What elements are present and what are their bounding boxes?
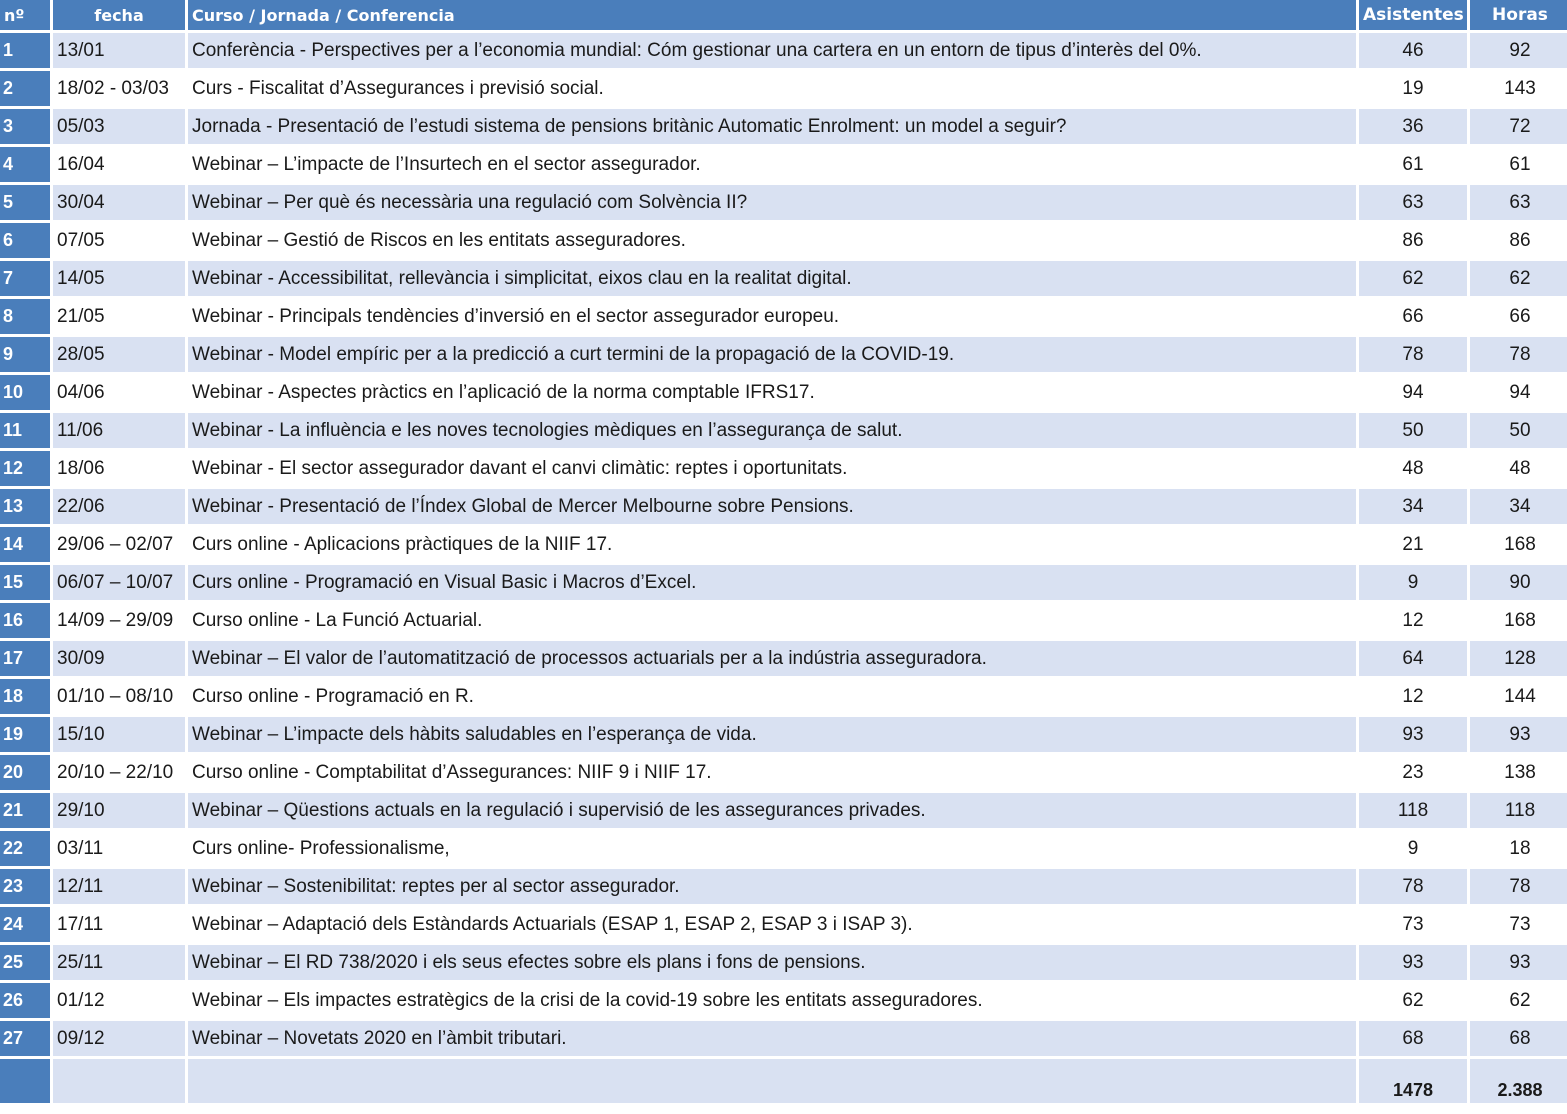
table-row — [0, 945, 1567, 980]
table-row — [0, 679, 1567, 714]
row-title: Curs online- Professionalisme, — [188, 831, 1356, 866]
row-date: 04/06 — [53, 375, 185, 410]
table-row — [0, 565, 1567, 600]
row-title: Webinar - Accessibilitat, rellevància i simplicitat, eixos clau en la realitat digital. — [188, 261, 1356, 296]
row-date: 09/12 — [53, 1021, 185, 1056]
row-date: 30/09 — [53, 641, 185, 676]
row-number: 6 — [0, 223, 50, 258]
header-row — [0, 0, 1567, 30]
row-date: 28/05 — [53, 337, 185, 372]
row-date: 16/04 — [53, 147, 185, 182]
row-date: 15/10 — [53, 717, 185, 752]
row-number: 24 — [0, 907, 50, 942]
row-number: 17 — [0, 641, 50, 676]
row-number: 23 — [0, 869, 50, 904]
row-hours: 93 — [1470, 945, 1567, 980]
row-hours: 18 — [1470, 831, 1567, 866]
row-hours: 50 — [1470, 413, 1567, 448]
row-attendees: 86 — [1359, 223, 1467, 258]
row-attendees: 9 — [1359, 831, 1467, 866]
row-number: 8 — [0, 299, 50, 334]
row-hours: 138 — [1470, 755, 1567, 790]
row-hours: 128 — [1470, 641, 1567, 676]
row-number: 19 — [0, 717, 50, 752]
row-date: 03/11 — [53, 831, 185, 866]
table-row — [0, 907, 1567, 942]
row-number: 9 — [0, 337, 50, 372]
table-row — [0, 717, 1567, 752]
row-attendees: 12 — [1359, 679, 1467, 714]
row-hours: 86 — [1470, 223, 1567, 258]
row-attendees: 73 — [1359, 907, 1467, 942]
row-date: 18/02 - 03/03 — [53, 71, 185, 106]
total-hours: 2.388 — [1470, 1059, 1567, 1103]
header-title: Curso / Jornada / Conferencia — [188, 0, 1356, 30]
row-number: 22 — [0, 831, 50, 866]
row-attendees: 46 — [1359, 33, 1467, 68]
header-hours: Horas — [1470, 0, 1567, 30]
table-row — [0, 603, 1567, 638]
row-title: Curs online - Aplicacions pràctiques de la NIIF 17. — [188, 527, 1356, 562]
table-row — [0, 71, 1567, 106]
row-hours: 144 — [1470, 679, 1567, 714]
row-date: 06/07 – 10/07 — [53, 565, 185, 600]
row-date: 11/06 — [53, 413, 185, 448]
row-title: Webinar – L’impacte dels hàbits saludables en l’esperança de vida. — [188, 717, 1356, 752]
row-number: 27 — [0, 1021, 50, 1056]
row-hours: 92 — [1470, 33, 1567, 68]
table-row — [0, 489, 1567, 524]
row-title: Curso online - La Funció Actuarial. — [188, 603, 1356, 638]
row-hours: 72 — [1470, 109, 1567, 144]
row-attendees: 23 — [1359, 755, 1467, 790]
row-hours: 118 — [1470, 793, 1567, 828]
table-row — [0, 1021, 1567, 1056]
row-hours: 168 — [1470, 527, 1567, 562]
row-number: 20 — [0, 755, 50, 790]
row-title: Curs online - Programació en Visual Basic i Macros d’Excel. — [188, 565, 1356, 600]
row-number: 3 — [0, 109, 50, 144]
row-hours: 78 — [1470, 869, 1567, 904]
row-attendees: 78 — [1359, 337, 1467, 372]
row-date: 01/10 – 08/10 — [53, 679, 185, 714]
header-date: fecha — [53, 0, 185, 30]
row-title: Webinar – Novetats 2020 en l’àmbit tributari. — [188, 1021, 1356, 1056]
row-attendees: 48 — [1359, 451, 1467, 486]
row-title: Curs - Fiscalitat d’Assegurances i previsió social. — [188, 71, 1356, 106]
row-date: 01/12 — [53, 983, 185, 1018]
row-attendees: 36 — [1359, 109, 1467, 144]
row-attendees: 62 — [1359, 983, 1467, 1018]
row-hours: 143 — [1470, 71, 1567, 106]
row-attendees: 66 — [1359, 299, 1467, 334]
totals-row — [0, 1059, 1567, 1103]
row-title: Webinar – Gestió de Riscos en les entitats asseguradores. — [188, 223, 1356, 258]
header-number: nº — [0, 0, 50, 30]
row-attendees: 118 — [1359, 793, 1467, 828]
row-title: Webinar – El RD 738/2020 i els seus efectes sobre els plans i fons de pensions. — [188, 945, 1356, 980]
row-title: Webinar - Principals tendències d’inversió en el sector assegurador europeu. — [188, 299, 1356, 334]
row-date: 29/06 – 02/07 — [53, 527, 185, 562]
row-attendees: 64 — [1359, 641, 1467, 676]
row-number: 2 — [0, 71, 50, 106]
row-title: Webinar – Els impactes estratègics de la crisi de la covid-19 sobre les entitats asseguradores. — [188, 983, 1356, 1018]
row-attendees: 12 — [1359, 603, 1467, 638]
row-hours: 168 — [1470, 603, 1567, 638]
row-hours: 63 — [1470, 185, 1567, 220]
row-title: Curso online - Programació en R. — [188, 679, 1356, 714]
row-hours: 62 — [1470, 983, 1567, 1018]
row-number: 18 — [0, 679, 50, 714]
row-hours: 93 — [1470, 717, 1567, 752]
row-attendees: 21 — [1359, 527, 1467, 562]
row-title: Jornada - Presentació de l’estudi sistema de pensions britànic Automatic Enrolment: un model a seguir? — [188, 109, 1356, 144]
row-attendees: 68 — [1359, 1021, 1467, 1056]
row-hours: 62 — [1470, 261, 1567, 296]
row-attendees: 50 — [1359, 413, 1467, 448]
row-number: 5 — [0, 185, 50, 220]
row-date: 14/05 — [53, 261, 185, 296]
row-date: 21/05 — [53, 299, 185, 334]
row-title: Webinar – Per què és necessària una regulació com Solvència II? — [188, 185, 1356, 220]
table-row — [0, 337, 1567, 372]
row-title: Conferència - Perspectives per a l’economia mundial: Cóm gestionar una cartera en un entorn de tipus d’interès del 0%. — [188, 33, 1356, 68]
row-date: 17/11 — [53, 907, 185, 942]
row-hours: 61 — [1470, 147, 1567, 182]
row-attendees: 62 — [1359, 261, 1467, 296]
table-row — [0, 983, 1567, 1018]
row-number: 16 — [0, 603, 50, 638]
table-row — [0, 641, 1567, 676]
row-title: Webinar - Model empíric per a la predicció a curt termini de la propagació de la COVID-19. — [188, 337, 1356, 372]
row-hours: 94 — [1470, 375, 1567, 410]
row-number: 7 — [0, 261, 50, 296]
row-title: Webinar – Sostenibilitat: reptes per al sector assegurador. — [188, 869, 1356, 904]
table-row — [0, 755, 1567, 790]
row-title: Webinar – Qüestions actuals en la regulació i supervisió de les assegurances privades. — [188, 793, 1356, 828]
table-row — [0, 451, 1567, 486]
row-title: Webinar – El valor de l’automatització de processos actuarials per a la indústria asseguradora. — [188, 641, 1356, 676]
row-date: 14/09 – 29/09 — [53, 603, 185, 638]
totals-date-cell — [53, 1059, 185, 1103]
header-attendees: Asistentes — [1359, 0, 1467, 30]
row-date: 13/01 — [53, 33, 185, 68]
row-attendees: 94 — [1359, 375, 1467, 410]
row-date: 22/06 — [53, 489, 185, 524]
row-attendees: 78 — [1359, 869, 1467, 904]
row-date: 07/05 — [53, 223, 185, 258]
row-number: 11 — [0, 413, 50, 448]
row-hours: 68 — [1470, 1021, 1567, 1056]
table-row — [0, 869, 1567, 904]
row-hours: 73 — [1470, 907, 1567, 942]
row-title: Webinar – L’impacte de l’Insurtech en el sector assegurador. — [188, 147, 1356, 182]
row-number: 10 — [0, 375, 50, 410]
row-number: 1 — [0, 33, 50, 68]
row-date: 29/10 — [53, 793, 185, 828]
row-title: Curso online - Comptabilitat d’Assegurances: NIIF 9 i NIIF 17. — [188, 755, 1356, 790]
row-title: Webinar - Presentació de l’Índex Global de Mercer Melbourne sobre Pensions. — [188, 489, 1356, 524]
row-number: 25 — [0, 945, 50, 980]
total-attendees: 1478 — [1359, 1059, 1467, 1103]
table-row — [0, 527, 1567, 562]
row-title: Webinar – Adaptació dels Estàndards Actuarials (ESAP 1, ESAP 2, ESAP 3 i ISAP 3). — [188, 907, 1356, 942]
row-number: 26 — [0, 983, 50, 1018]
row-attendees: 19 — [1359, 71, 1467, 106]
table-row — [0, 299, 1567, 334]
row-title: Webinar - El sector assegurador davant el canvi climàtic: reptes i oportunitats. — [188, 451, 1356, 486]
row-attendees: 93 — [1359, 717, 1467, 752]
row-attendees: 63 — [1359, 185, 1467, 220]
row-number: 4 — [0, 147, 50, 182]
table-body — [0, 33, 1567, 1056]
row-date: 20/10 – 22/10 — [53, 755, 185, 790]
row-hours: 78 — [1470, 337, 1567, 372]
row-hours: 48 — [1470, 451, 1567, 486]
row-hours: 90 — [1470, 565, 1567, 600]
table-row — [0, 413, 1567, 448]
row-number: 21 — [0, 793, 50, 828]
row-date: 18/06 — [53, 451, 185, 486]
table-row — [0, 33, 1567, 68]
row-attendees: 9 — [1359, 565, 1467, 600]
row-attendees: 93 — [1359, 945, 1467, 980]
row-title: Webinar - La influència e les noves tecnologies mèdiques en l’assegurança de salut. — [188, 413, 1356, 448]
table-row — [0, 375, 1567, 410]
row-number: 14 — [0, 527, 50, 562]
row-date: 05/03 — [53, 109, 185, 144]
table-row — [0, 831, 1567, 866]
row-number: 12 — [0, 451, 50, 486]
table-row — [0, 223, 1567, 258]
row-hours: 34 — [1470, 489, 1567, 524]
row-attendees: 34 — [1359, 489, 1467, 524]
row-date: 25/11 — [53, 945, 185, 980]
table-row — [0, 147, 1567, 182]
row-date: 30/04 — [53, 185, 185, 220]
totals-title-cell — [188, 1059, 1356, 1103]
row-title: Webinar - Aspectes pràctics en l’aplicació de la norma comptable IFRS17. — [188, 375, 1356, 410]
row-number: 13 — [0, 489, 50, 524]
row-date: 12/11 — [53, 869, 185, 904]
table-row — [0, 185, 1567, 220]
table-row — [0, 109, 1567, 144]
row-attendees: 61 — [1359, 147, 1467, 182]
table-row — [0, 261, 1567, 296]
row-number: 15 — [0, 565, 50, 600]
table-row — [0, 793, 1567, 828]
totals-number-cell — [0, 1059, 50, 1103]
row-hours: 66 — [1470, 299, 1567, 334]
